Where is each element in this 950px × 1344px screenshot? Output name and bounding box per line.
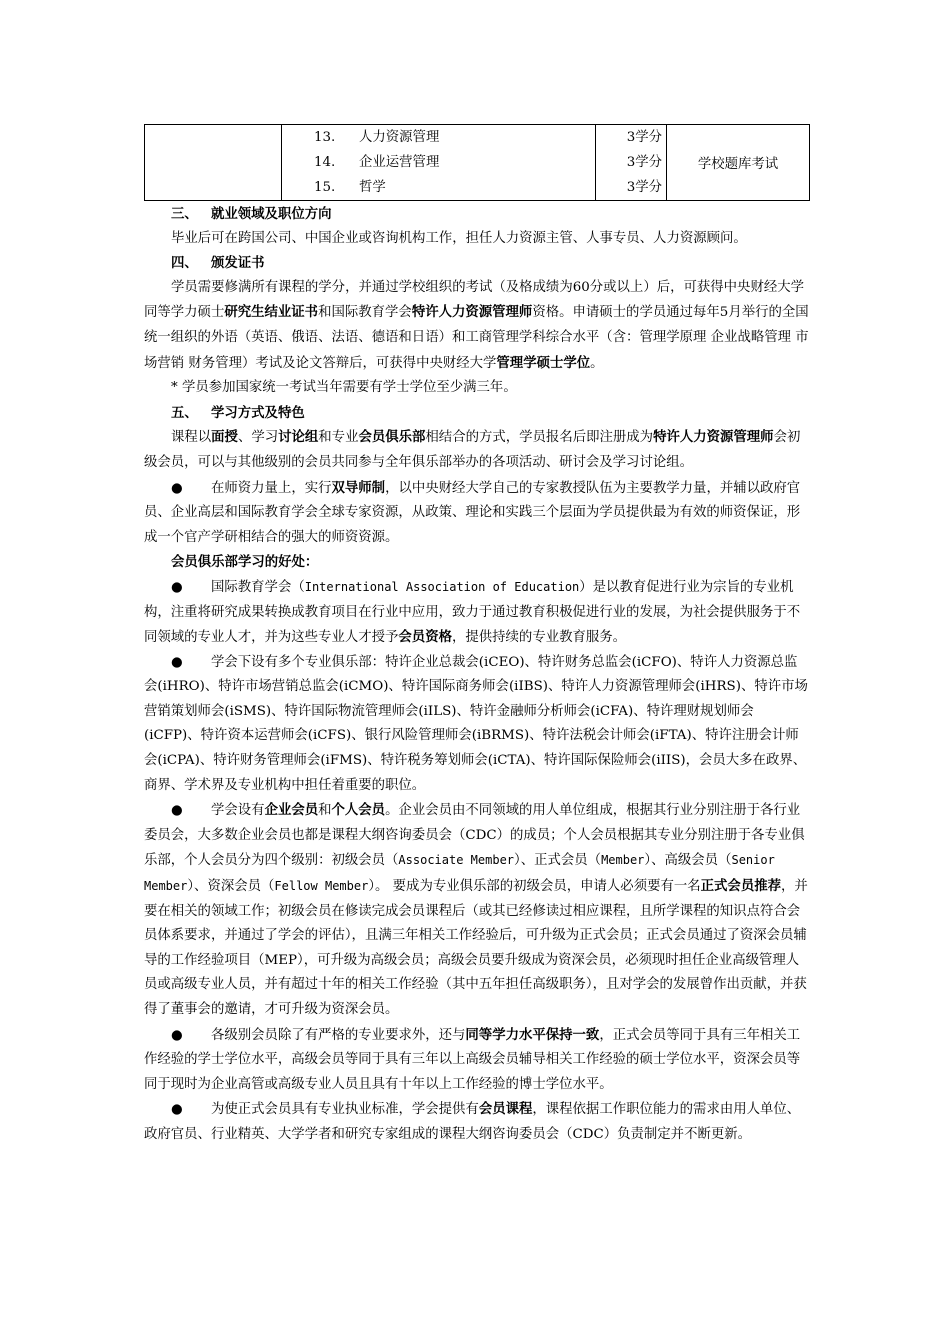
bullet-icon: ● [171,579,183,595]
bullet-icon: ● [171,803,183,819]
list-item: 14. 企业运营管理 [314,155,440,170]
document-body [144,202,809,1148]
bullet-icon: ● [171,1027,183,1043]
bullet-item: ● 在师资力量上，实行双导师制，以中央财经大学自己的专家教授队伍为主要教学力量，并辅以政府官员、企业高层和国际教育学会全球专家资源，从政策、理论和实践三个层面为学员提供最为有效的师资保证，形成一个官产学研相结合的强大的师资资源。 [144,476,809,551]
bullet-item: ● 学会设有企业会员和个人会员。企业会员由不同领域的用人单位组成，根据其行业分别注册于各行业委员会，大多数企业会员也都是课程大纲咨询委员会（CDC）的成员；个人会员根据其专业分别注册于各专业俱乐部，个人会员分为四个级别：初级会员（Associate Member）、正式会员（Member）、高级会员（Senior Member）、资深会员（Fellow Member）。 要成为专业俱乐部的初级会员，申请人必须要有一名正式会员推荐，并要在相关的领域工作；初级会员在修读完成会员课程后（或其已经修读过相应课程，且所学课程的知识点符合会员体系要求，并通过了学会的评估），且满三年相关工作经验后，可升级为正式会员；正式会员通过了资深会员辅导的工作经验项目（MEP），可升级为高级会员；高级会员要升级成为资深会员，必须现时担任企业高级管理人员或高级专业人员，并有超过十年的相关工作经验（其中五年担任高级职务），且对学会的发展曾作出贡献，并获得了董事会的邀请，才可升级为资深会员。 [144,798,809,1022]
list-item: 13. 人力资源管理 [314,130,440,145]
course-table [144,124,810,201]
table-cell-category [145,125,282,201]
bullet-item: ● 各级别会员除了有严格的专业要求外，还与同等学力水平保持一致，正式会员等同于具有三年相关工作经验的学士学位水平，高级会员等同于具有三年以上高级会员辅导相关工作经验的硕士学位水平，资深会员等同于现时为企业高管或高级专业人员且具有十年以上工作经验的博士学位水平。 [144,1023,809,1098]
table-cell-exam: 学校题库考试 [667,125,810,201]
section-heading: 三、 就业领域及职位方向 [171,206,332,222]
table-row [145,125,810,201]
bullet-icon: ● [171,654,183,670]
paragraph: 课程以面授、学习讨论组和专业会员俱乐部相结合的方式，学员报名后即注册成为特许人力资源管理师会初级会员，可以与其他级别的会员共同参与全年俱乐部举办的各项活动、研讨会及学习讨论组。 [144,429,801,470]
bullet-item: ● 为使正式会员具有专业执业标准，学会提供有会员课程，课程依据工作职位能力的需求由用人单位、政府官员、行业精英、大学学者和研究专家组成的课程大纲咨询委员会（CDC）负责制定并不断更新。 [144,1097,809,1147]
table-cell-credits: 3学分 3学分 3学分 [596,125,667,201]
subheading: 会员俱乐部学习的好处： [171,554,319,571]
note: * 学员参加国家统一考试当年需要有学士学位至少满三年。 [171,380,517,396]
section-heading: 四、 颁发证书 [171,255,265,272]
bullet-icon: ● [171,1102,183,1118]
bullet-item: ● 国际教育学会（International Association of Education）是以教育促进行业为宗旨的专业机构，注重将研究成果转换成教育项目在行业中应用，致力于通过教育积极促进行业的发展，为社会提供服务于不同领域的专业人才，并为这些专业人才授予会员资格，提供持续的专业教育服务。 [144,575,809,651]
bullet-icon: ● [171,480,183,496]
paragraph: 学员需要修满所有课程的学分，并通过学校组织的考试（及格成绩为60分或以上）后，可获得中央财经大学同等学力硕士研究生结业证书和国际教育学会特许人力资源管理师资格。申请硕士的学员通过每年5月举行的全国统一组织的外语（英语、俄语、法语、德语和日语）和工商管理学科综合水平（含：管理学原理 企业战略管理 市场营销 财务管理）考试及论文答辩后，可获得中央财经大学管理学硕士学位。 [144,279,809,371]
paragraph: 毕业后可在跨国公司、中国企业或咨询机构工作，担任人力资源主管、人事专员、人力资源顾问。 [171,230,747,246]
table-cell-courses [282,125,596,201]
list-item: 15. 哲学 [314,180,386,195]
bullet-item: ● 学会下设有多个专业俱乐部：特许企业总裁会(iCEO)、特许财务总监会(iCFO)、特许人力资源总监会(iHRO)、特许市场营销总监会(iCMO)、特许国际商务师会(iIBS)、特许人力资源管理师会(iHRS)、特许市场营销策划师会(iSMS)、特许国际物流管理师会(iILS)、特许金融师分析师会(iCFA)、特许理财规划师会(iCFP)、特许资本运营师会(iCFS)、银行风险管理师会(iBRMS)、特许法税会计师会(iFTA)、特许注册会计师会(iCPA)、特许财务管理师会(iFMS)、特许税务筹划师会(iCTA)、特许国际保险师会(iIIS)，会员大多在政界、商界、学术界及专业机构中担任着重要的职位。 [144,651,809,799]
section-heading: 五、 学习方式及特色 [171,404,305,421]
